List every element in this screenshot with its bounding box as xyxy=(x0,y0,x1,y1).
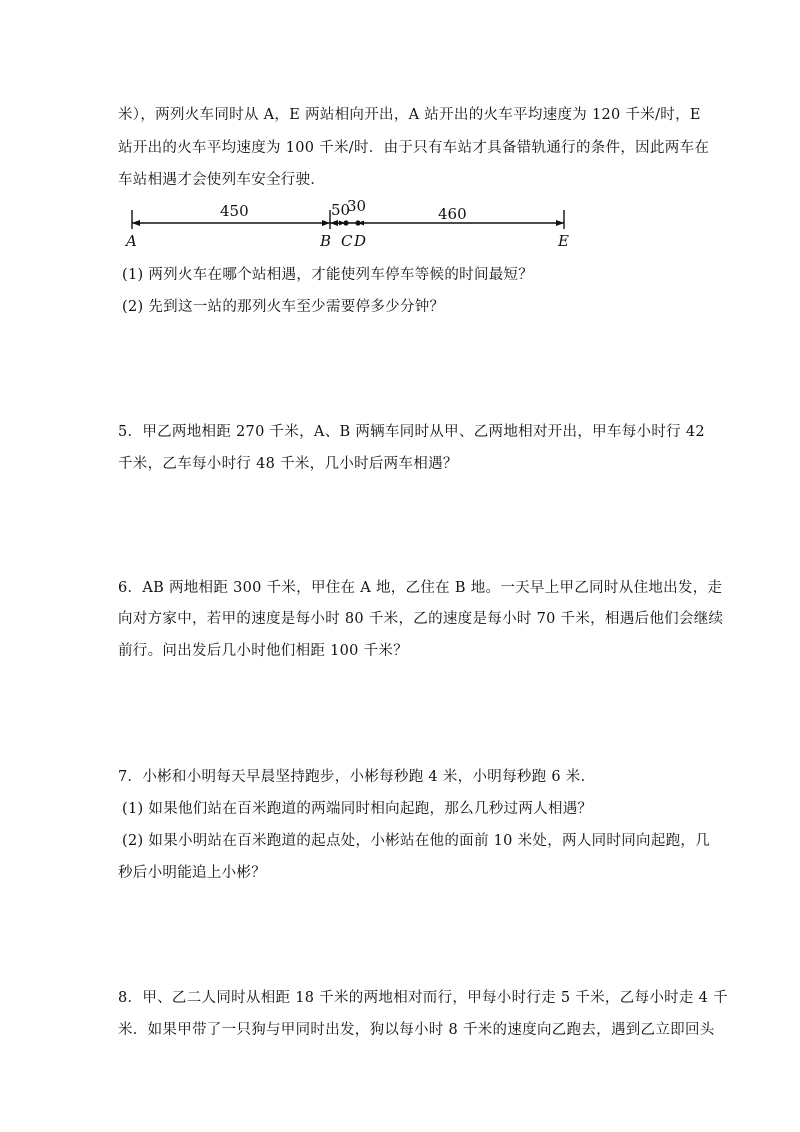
segment-label-cd: 30 xyxy=(347,197,367,215)
arrow-left-b xyxy=(330,220,338,226)
p6-line-2: 向对方家中，若甲的速度是每小时 80 千米，乙的速度是每小时 70 千米，相遇后他们会继续 xyxy=(118,611,724,627)
dot-c xyxy=(343,220,348,225)
dot-d xyxy=(355,220,360,225)
p4-question-1: (1) 两列火车在哪个站相遇，才能使列车停车等候的时间最短？ xyxy=(122,267,534,283)
p4-question-2: (2) 先到这一站的那列火车至少需要停多少分钟？ xyxy=(122,299,445,315)
p7-question-2-line-1: (2) 如果小明站在百米跑道的起点处，小彬站在他的面前 10 米处，两人同时同向起跑，几 xyxy=(122,833,711,849)
station-label-e: E xyxy=(558,232,569,250)
arrow-left-a xyxy=(132,220,140,226)
p7-question-2-line-2: 秒后小明能追上小彬？ xyxy=(118,865,266,881)
p4-line-3: 车站相遇才会使列车安全行驶． xyxy=(118,172,326,188)
segment-label-ab: 450 xyxy=(220,202,249,220)
station-label-d: D xyxy=(354,232,367,250)
p7-question-1: (1) 如果他们站在百米跑道的两端同时相向起跑，那么几秒过两人相遇？ xyxy=(122,801,593,817)
p8-line-1: 8．甲、乙二人同时从相距 18 千米的两地相对而行，甲每小时行走 5 千米，乙每小时走 4 千 xyxy=(118,990,728,1006)
p6-line-3: 前行。问出发后几小时他们相距 100 千米？ xyxy=(118,643,408,659)
p7-line-1: 7．小彬和小明每天早晨坚持跑步，小彬每秒跑 4 米，小明每秒跑 6 米． xyxy=(118,769,596,785)
segment-label-de: 460 xyxy=(438,205,467,223)
station-label-b: B xyxy=(320,232,332,250)
p4-line-1: 米），两列火车同时从 A，E 两站相向开出，A 站开出的火车平均速度为 120 千米/时，E xyxy=(118,107,701,123)
arrow-right-e xyxy=(556,220,564,226)
p5-line-1: 5．甲乙两地相距 270 千米，A、B 两辆车同时从甲、乙两地相对开出，甲车每小时行 42 xyxy=(118,424,705,440)
segment-label-bc: 50 xyxy=(331,201,351,219)
station-label-a: A xyxy=(126,232,137,250)
station-label-c: C xyxy=(341,232,353,250)
p5-line-2: 千米，乙车每小时行 48 千米，几小时后两车相遇？ xyxy=(118,456,458,472)
p8-line-2: 米．如果甲带了一只狗与甲同时出发，狗以每小时 8 千米的速度向乙跑去，遇到乙立即回头 xyxy=(118,1022,715,1038)
p6-line-1: 6．AB 两地相距 300 千米，甲住在 A 地，乙住在 B 地。一天早上甲乙同时从住地出发，走 xyxy=(118,580,723,596)
p4-line-2: 站开出的火车平均速度为 100 千米/时．由于只有车站才具备错轨通行的条件，因此两车在 xyxy=(118,140,710,156)
arrow-right-b xyxy=(322,220,330,226)
station-distance-diagram xyxy=(118,196,588,252)
